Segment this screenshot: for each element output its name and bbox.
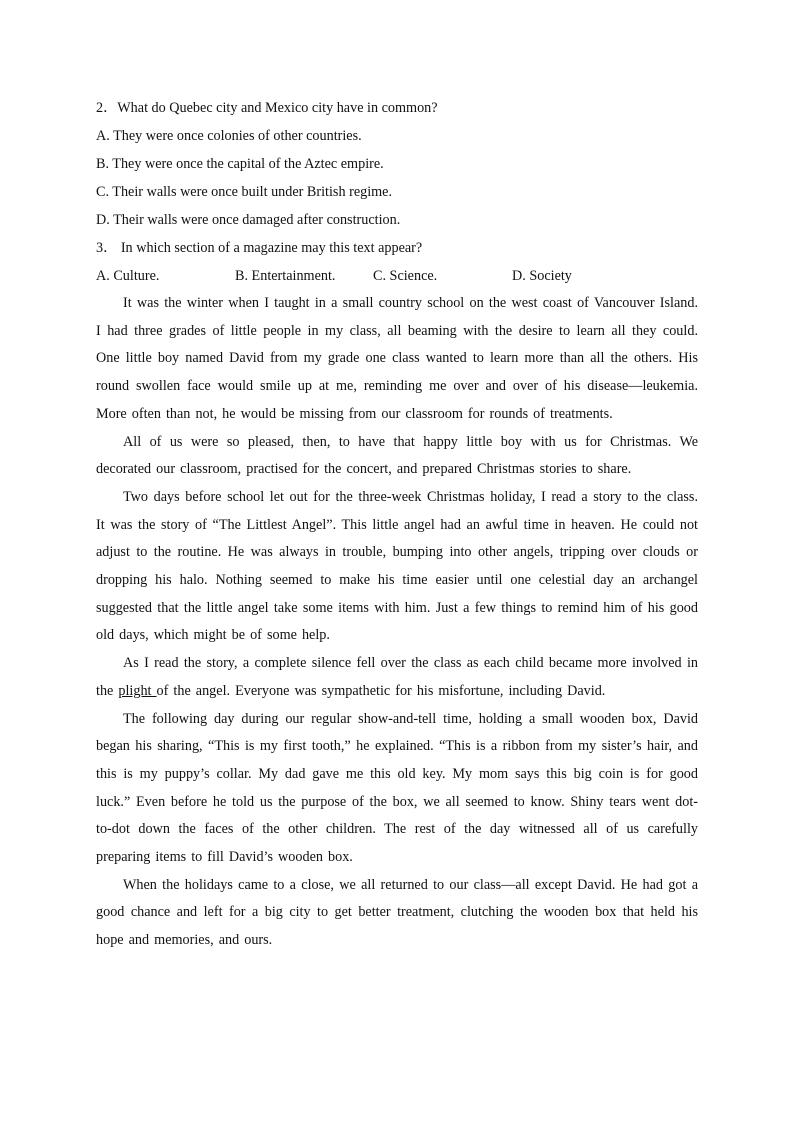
option-b: B. They were once the capital of the Aztec empire.: [96, 156, 384, 172]
inline-options: [96, 262, 698, 290]
passage-paragraph-1: It was the winter when I taught in a small country school on the west coast of Vancouver Island. I had three grades of little people in my class, all beaming with the desire to learn all they could. One little boy named David from my grade one class wanted to learn more than all the others. His round swollen face would smile up at me, reminding me over and over of his disease—leukemia. More often than not, he would be missing from our classroom for rounds of treatments.: [96, 295, 698, 422]
option-c: C. Their walls were once built under British regime.: [96, 184, 393, 200]
passage-paragraph-5: The following day during our regular show-and-tell time, holding a small wooden box, David began his sharing, “This is my first tooth,” he explained. “This is a ribbon from my sister’s hair, and this is my puppy’s collar. My dad gave me this old key. My mom says this big coin is for good luck.” Even before he told us the purpose of the box, we all seemed to know. Shiny tears went dot-to-dot down the faces of the other children. The rest of the day witnessed all of us carefully preparing items to fill David’s wooden box.: [96, 710, 698, 866]
document-page: [96, 94, 698, 955]
question-stem: 2．What do Quebec city and Mexico city have in common?: [96, 100, 438, 116]
underlined-word: plight: [118, 682, 157, 699]
passage-paragraph-3: Two days before school let out for the three-week Christmas holiday, I read a story to the class. It was the story of “The Littlest Angel”. This little angel had an awful time in heaven. He could not adjust to the routine. He was always in trouble, bumping into other angels, tripping over clouds or dropping his halo. Nothing seemed to make his time easier until one celestial day an archangel suggested that the little angel take some items with him. Just a few things to remind him of his good old days, which might be of some help.: [96, 488, 698, 644]
passage-paragraph-2: All of us were so pleased, then, to have that happy little boy with us for Christmas. We decorated our classroom, practised for the concert, and prepared Christmas stories to share.: [96, 433, 698, 478]
option-c: C. Science.: [373, 268, 438, 284]
option-d: D. Society: [512, 268, 572, 284]
question-3: [96, 234, 698, 290]
passage-paragraph-6: When the holidays came to a close, we all returned to our class—all except David. He had got a good chance and left for a big city to get better treatment, clutching the wooden box that held his hope and memories, and ours.: [96, 876, 698, 949]
paragraph-text: of the angel. Everyone was sympathetic for his misfortune, including David.: [156, 682, 606, 699]
option-b: B. Entertainment.: [235, 268, 336, 284]
paragraph-text: As I read the story, a complete silence fell over the class as each child became more involved in the: [96, 655, 698, 699]
reading-passage: [96, 290, 698, 955]
option-a: A. Culture.: [96, 268, 160, 284]
passage-paragraph-4: [96, 650, 698, 705]
question-2: [96, 94, 698, 234]
option-d: D. Their walls were once damaged after construction.: [96, 212, 401, 228]
question-stem: 3． In which section of a magazine may this text appear?: [96, 240, 423, 256]
option-a: A. They were once colonies of other countries.: [96, 128, 362, 144]
